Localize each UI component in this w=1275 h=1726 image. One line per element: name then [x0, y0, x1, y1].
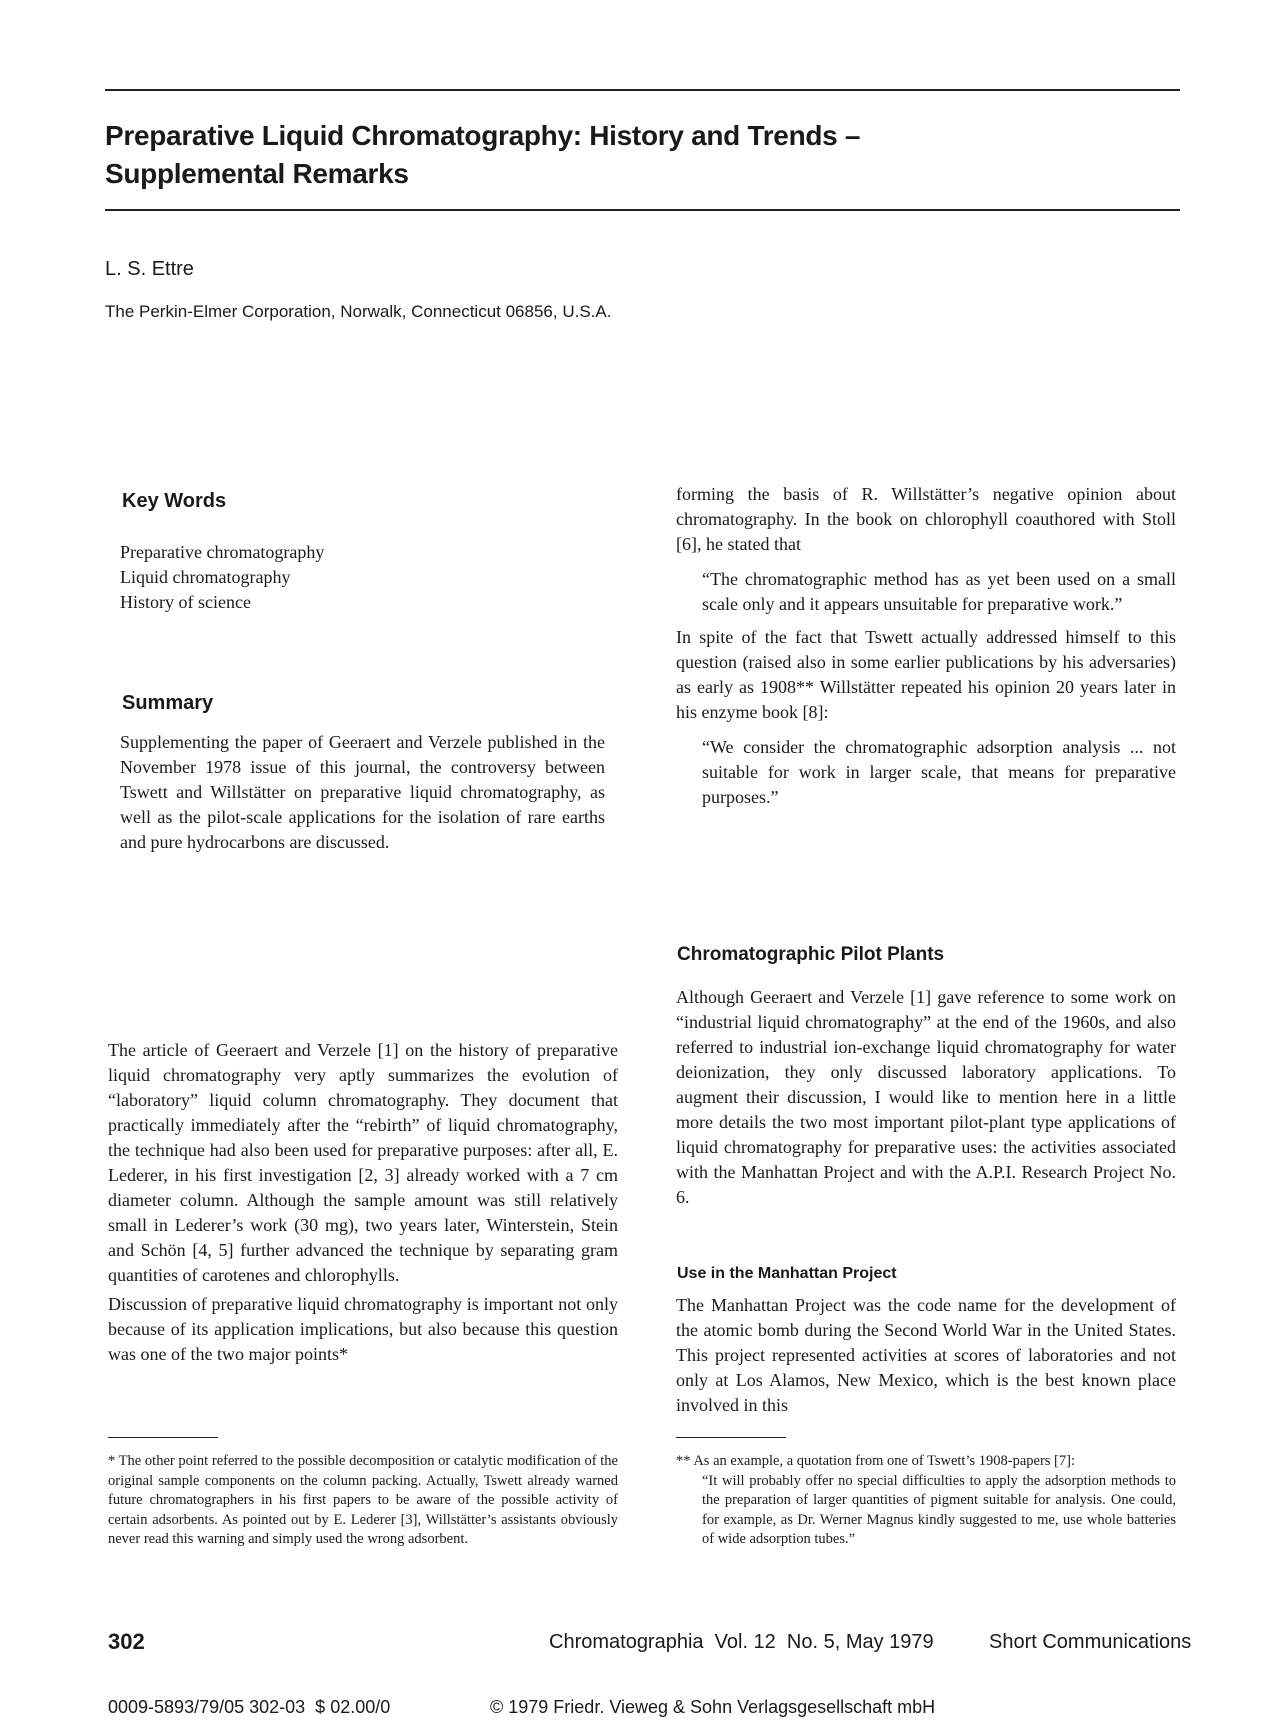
keyword-item: Preparative chromatography — [120, 542, 325, 562]
section-label: Short Communications — [989, 1631, 1192, 1653]
keyword-item: Liquid chromatography — [120, 567, 291, 587]
footnote-right-intro: ** As an example, a quotation from one of Tswett’s 1908-papers [7]: — [676, 1453, 1075, 1469]
article-code: 0009-5893/79/05 302-03 $ 02.00/0 — [108, 1697, 391, 1717]
footnote-rule-right — [676, 1437, 786, 1438]
section-paragraph: Although Geeraert and Verzele [1] gave reference to some work on “industrial liquid chromatography” at the end of the 1960s, and also referred to industrial ion-exchange liquid chromatography for water deionization, they only discussed laboratory applications. To augment their discussion, I would like to mention here in a little more details the two most important pilot-plant type applications of liquid chromatography for preparative uses: the activities associated with the Manhattan Project and with the A.P.I. Research Project No. 6. — [676, 987, 1176, 1207]
keywords-list — [120, 540, 324, 615]
body-paragraph: forming the basis of R. Willstätter’s negative opinion about chromatography. In the book on chlorophyll coauthored with Stoll [6], he stated that — [676, 484, 1176, 554]
keywords-heading: Key Words — [122, 490, 227, 512]
top-rule — [105, 89, 1180, 91]
copyright-notice: © 1979 Friedr. Vieweg & Sohn Verlagsgesellschaft mbH — [490, 1697, 936, 1717]
body-paragraph: The article of Geeraert and Verzele [1] on the history of preparative liquid chromatography very aptly summarizes the evolution of “laboratory” liquid column chromatography. They document that practically immediately after the “rebirth” of liquid chromatography, the technique had also been used for preparative purposes: after all, E. Lederer, in his first investigation [2, 3] already worked with a 7 cm diameter column. Although the sample amount was still relatively small in Lederer’s work (30 mg), two years later, Winterstein, Stein and Schön [4, 5] further advanced the technique by separating gram quantities of carotenes and chlorophylls. — [108, 1040, 618, 1285]
block-quote: “We consider the chromatographic adsorption analysis ... not suitable for work in larger scale, that means for preparative purposes.” — [702, 737, 1176, 807]
left-column-body — [108, 1038, 618, 1367]
summary-heading: Summary — [122, 692, 214, 714]
body-paragraph: Discussion of preparative liquid chromatography is important not only because of its application implications, but also because this question was one of the two major points* — [108, 1294, 618, 1364]
summary-text: Supplementing the paper of Geeraert and Verzele published in the November 1978 issue of this journal, the controversy between Tswett and Willstätter on preparative liquid chromatography, as well as the pilot-scale applications for the isolation of rare earths and pure hydrocarbons are discussed. — [120, 732, 605, 852]
footnote-left: * The other point referred to the possible decomposition or catalytic modification of the original sample components on the column packing. Actually, Tswett already warned future chromatographers in his first papers to be aware of the possible activity of certain adsorbents. As pointed out by E. Lederer [3], Willstätter’s assistants obviously never read this warning and simply used the wrong adsorbent. — [108, 1453, 618, 1547]
footnote-right-quote: “It will probably offer no special difficulties to apply the adsorption methods to the preparation of larger quantities of pigment suitable for analysis. One could, for example, as Dr. Werner Magnus kindly suggested to me, use whole batteries of wide adsorption tubes.” — [702, 1472, 1176, 1547]
journal-citation: Chromatographia Vol. 12 No. 5, May 1979 — [549, 1631, 934, 1653]
footnote-right — [676, 1452, 1176, 1550]
subsection-paragraph: The Manhattan Project was the code name for the development of the atomic bomb during the Second World War in the United States. This project represented activities at scores of laboratories and not only at Los Alamos, New Mexico, which is the best known place involved in this — [676, 1295, 1176, 1415]
title-rule — [105, 209, 1180, 211]
footnote-rule-left — [108, 1437, 218, 1438]
right-column-top — [676, 482, 1176, 810]
title-line-2: Supplemental Remarks — [105, 158, 409, 189]
section-heading: Chromatographic Pilot Plants — [677, 944, 945, 965]
author-name: L. S. Ettre — [105, 258, 194, 280]
title-line-1: Preparative Liquid Chromatography: History and Trends – — [105, 120, 861, 151]
body-paragraph: In spite of the fact that Tswett actually addressed himself to this question (raised also in some earlier publications by his adversaries) as early as 1908** Willstätter repeated his opinion 20 years later in his enzyme book [8]: — [676, 627, 1176, 722]
keyword-item: History of science — [120, 592, 251, 612]
block-quote: “The chromatographic method has as yet been used on a small scale only and it appears unsuitable for preparative work.” — [702, 569, 1176, 614]
author-affiliation: The Perkin-Elmer Corporation, Norwalk, Connecticut 06856, U.S.A. — [105, 302, 612, 321]
subsection-heading: Use in the Manhattan Project — [677, 1265, 897, 1282]
article-title — [105, 117, 1185, 193]
page-number: 302 — [108, 1629, 145, 1654]
